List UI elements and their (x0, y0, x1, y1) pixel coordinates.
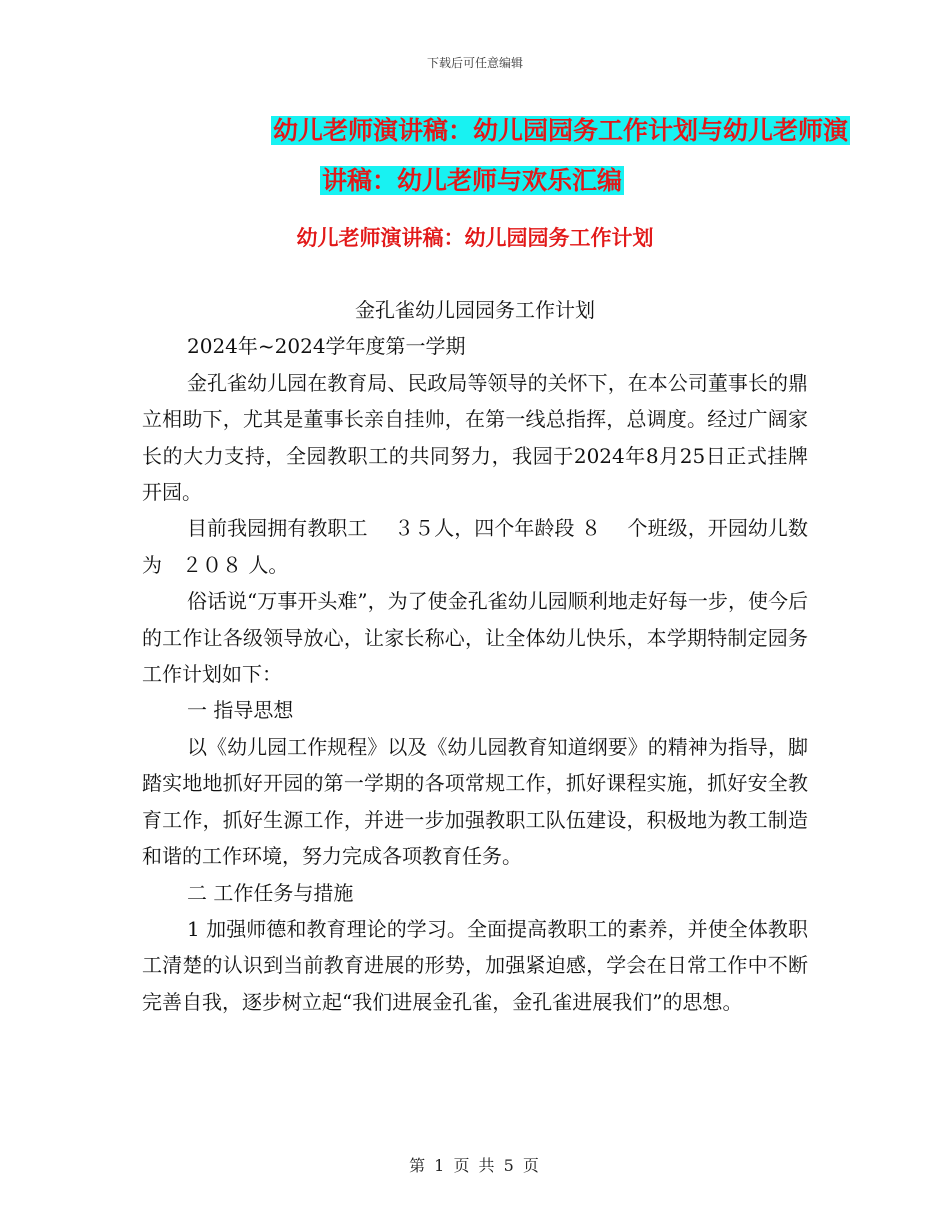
header-note: 下载后可任意编辑 (426, 56, 523, 70)
document-title-line-2: 讲稿：幼儿老师与欢乐汇编 (322, 166, 623, 195)
heading-tasks-measures: 二 工作任务与措施 (187, 880, 354, 905)
paragraph-task-1: 1 加强师德和教育理论的学习。全面提高教职工的素养，并使全体教职工清楚的认识到当前教育进展的形势，加强紧迫感，学会在日常工作中不断完善自我，逐步树立起“我们进展金孔雀，金孔雀进展我们”的思想。 (142, 916, 808, 1014)
paragraph-intro: 金孔雀幼儿园在教育局、民政局等领导的关怀下，在本公司董事长的鼎立相助下，尤其是董事长亲自挂帅，在第一线总指挥，总调度。经过广阔家长的大力支持，全园教职工的共同努力，我园于2024年8月25日正式挂牌开园。 (142, 370, 808, 505)
paragraph-staff-count: 目前我园拥有教职工 ３５人，四个年龄段 ８ 个班级，开园幼儿数为 ２０８ 人。 (142, 516, 808, 577)
section-title: 幼儿老师演讲稿：幼儿园园务工作计划 (296, 226, 654, 250)
paragraph-guiding-thought: 以《幼儿园工作规程》以及《幼儿园教育知道纲要》的精神为指导，脚踏实地地抓好开园的第一学期的各项常规工作，抓好课程实施，抓好安全教育工作，抓好生源工作，并进一步加强教职工队伍建设，积极地为教工制造和谐的工作环境，努力完成各项教育任务。 (142, 734, 808, 869)
term-line: 2024年~2024学年度第一学期 (187, 334, 466, 359)
heading-guiding-thought: 一 指导思想 (187, 698, 294, 723)
page-footer: 第 1 页 共 5 页 (409, 1156, 541, 1175)
plan-title: 金孔雀幼儿园园务工作计划 (355, 298, 595, 322)
document-body (142, 292, 808, 1020)
document-title-line-1: 幼儿老师演讲稿：幼儿园园务工作计划与幼儿老师演 (272, 116, 848, 145)
paragraph-purpose: 俗话说“万事开头难”，为了使金孔雀幼儿园顺利地走好每一步，使今后的工作让各级领导放心，让家长称心，让全体幼儿快乐，本学期特制定园务工作计划如下： (142, 589, 808, 687)
document-title (150, 106, 850, 206)
